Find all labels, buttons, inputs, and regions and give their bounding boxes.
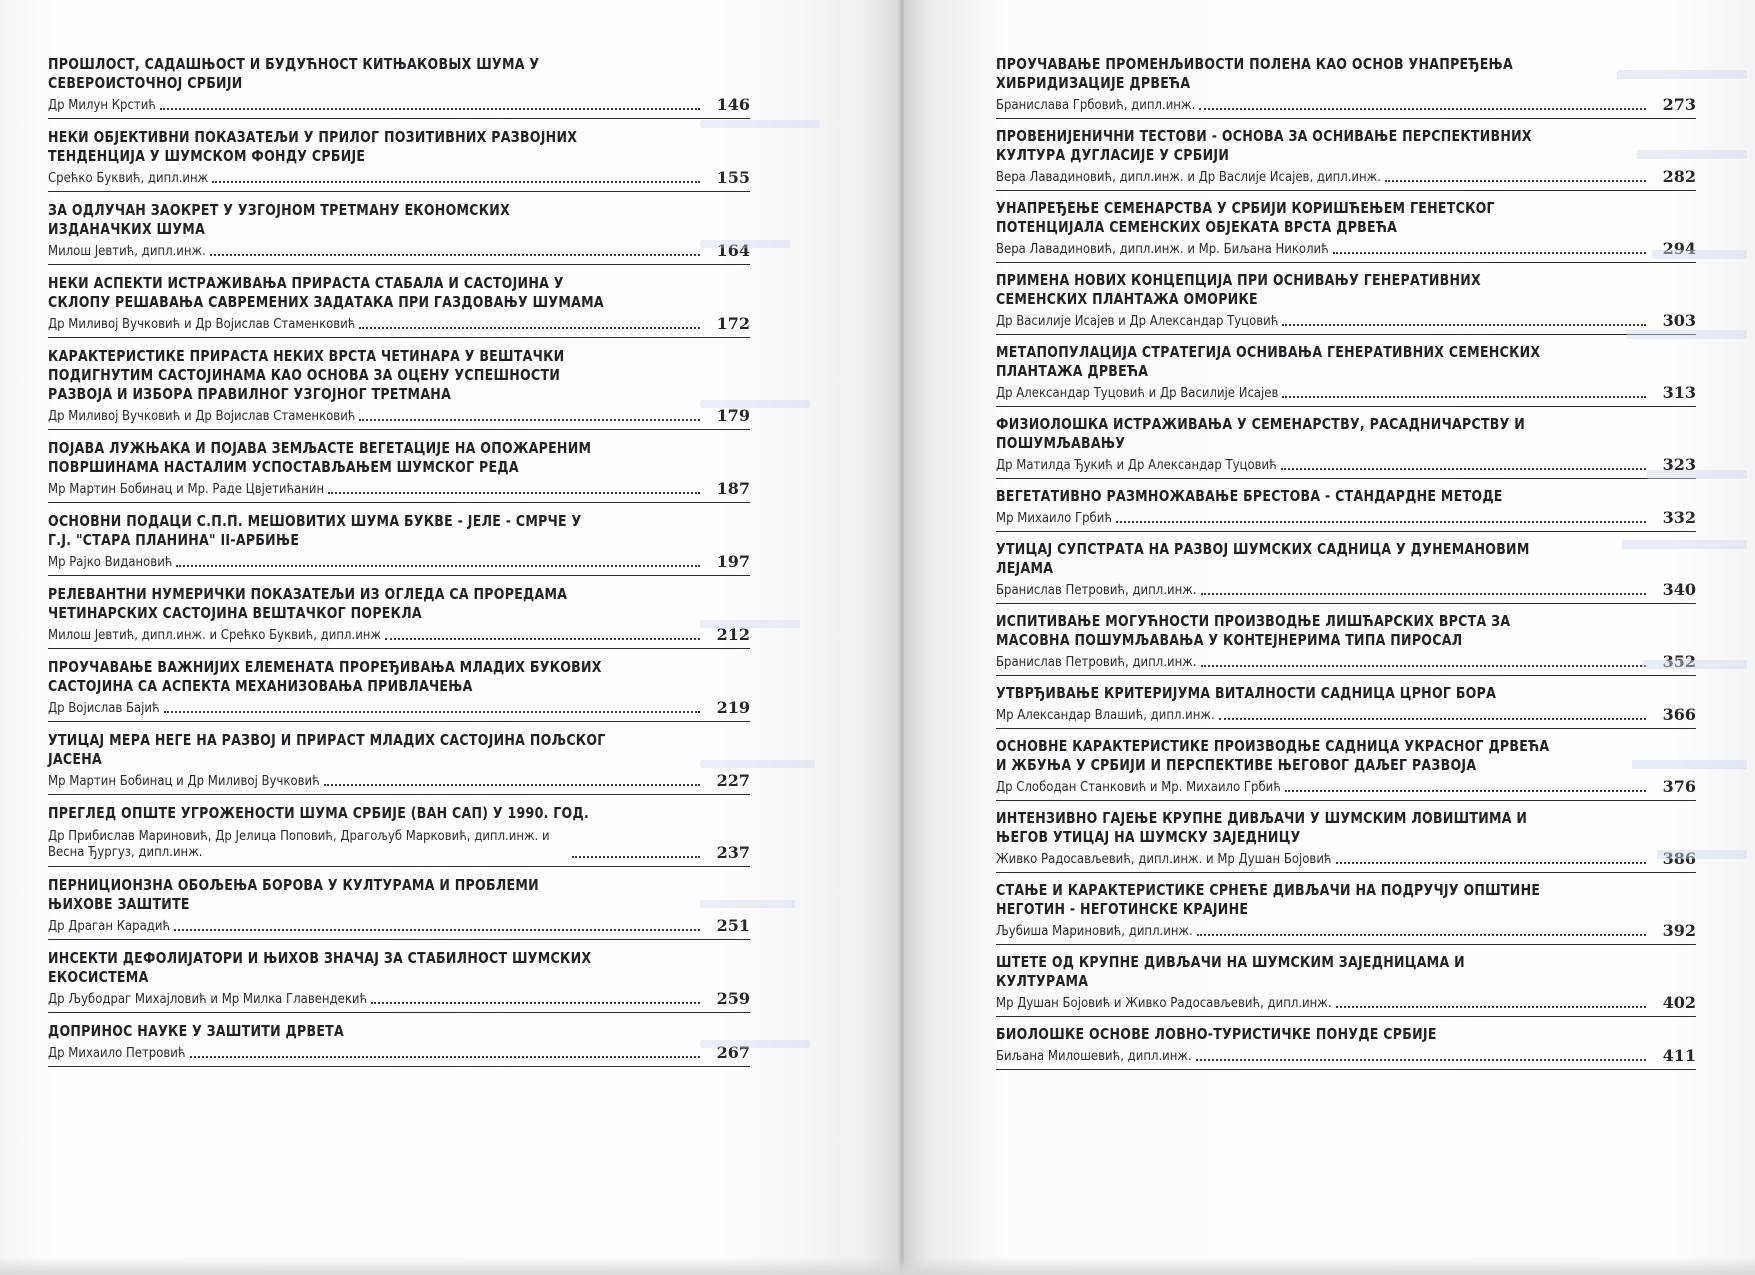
toc-entry [996, 271, 1696, 335]
toc-entry-author: Др Милун Крстић [48, 98, 156, 113]
dot-leader [324, 784, 700, 786]
toc-entry-byline [48, 627, 750, 643]
toc-entry-byline [48, 827, 750, 861]
dot-leader [1201, 593, 1647, 595]
dot-leader [1116, 521, 1646, 523]
toc-entry-byline [996, 995, 1696, 1011]
toc-entry-byline [48, 243, 750, 259]
dot-leader [160, 108, 700, 110]
toc-entry-author: Живко Радосављевић, дипл.инж. и Мр Душан Бојовић [996, 852, 1332, 867]
toc-entry [996, 809, 1696, 873]
toc-entry-author: Бранислав Петровић, дипл.инж. [996, 655, 1197, 670]
toc-entry [48, 585, 750, 649]
toc-entry-byline [996, 457, 1696, 473]
toc-entry [996, 127, 1696, 191]
dot-leader [572, 856, 700, 858]
toc-entry-author: Др Миливој Вучковић и Др Војислав Стаменковић [48, 317, 356, 332]
toc-entry-title: УТИЦАЈ СУПСТРАТА НА РАЗВОЈ ШУМСКИХ САДНИЦА У ДУНЕМАНОВИМ ЛЕЈАМА [996, 540, 1530, 577]
toc-entry-author: Др Василије Исајев и Др Александар Туцовић [996, 314, 1279, 329]
toc-entry-title: МЕТАПОПУЛАЦИЈА СТРАТЕГИЈА ОСНИВАЊА ГЕНЕРАТИВНИХ СЕМЕНСКИХ ПЛАНТАЖА ДРВЕЋА [996, 343, 1541, 380]
toc-entry-title: ИНСЕКТИ ДЕФОЛИЈАТОРИ И ЊИХОВ ЗНАЧАЈ ЗА СТАБИЛНОСТ ШУМСКИХ ЕКОСИСТЕМА [48, 949, 592, 986]
toc-entry-byline [48, 773, 750, 789]
toc-entry-title: ИСПИТИВАЊЕ МОГУЋНОСТИ ПРОИЗВОДЊЕ ЛИШЋАРСКИХ ВРСТА ЗА МАСОВНА ПОШУМЉАВАЊА У КОНТЕЈНЕРИМА ТИПА ПИРОСАЛ [996, 612, 1511, 649]
toc-entry-title: ПРОУЧАВАЊЕ ВАЖНИЈИХ ЕЛЕМЕНАТА ПРОРЕЂИВАЊА МЛАДИХ БУКОВИХ САСТОЈИНА СА АСПЕКТА МЕХАНИЗОВАЊА ПРИВЛАЧЕЊА [48, 658, 602, 695]
toc-entry-page-number: 164 [716, 241, 750, 260]
toc-entry-author: Др Прибислав Мариновић, Др Јелица Поповић, Драгољуб Марковић, дипл.инж. и Весна Ђургуз, дипл.инж. [48, 829, 550, 860]
toc-entry-title: БИОЛОШКЕ ОСНОВЕ ЛОВНО-ТУРИСТИЧКЕ ПОНУДЕ СРБИЈЕ [996, 1025, 1437, 1043]
toc-entry-byline [48, 700, 750, 716]
toc-entry-page-number: 237 [716, 843, 750, 862]
toc-entry-title: НЕКИ ОБЈЕКТИВНИ ПОКАЗАТЕЉИ У ПРИЛОГ ПОЗИТИВНИХ РАЗВОЈНИХ ТЕНДЕНЦИЈА У ШУМСКОМ ФОНДУ СРБИЈЕ [48, 128, 578, 165]
dot-leader [164, 711, 700, 713]
dot-leader [1336, 862, 1646, 864]
toc-entry-author: Др Војислав Бајић [48, 701, 160, 716]
dot-leader [1385, 180, 1646, 182]
toc-entry-author: Вера Лавадиновић, дипл.инж. и Мр. Биљана Николић [996, 242, 1329, 257]
toc-entry-author: Биљана Милошевић, дипл.инж. [996, 1049, 1192, 1064]
toc-entry-title: ПРИМЕНА НОВИХ КОНЦЕПЦИЈА ПРИ ОСНИВАЊУ ГЕНЕРАТИВНИХ СЕМЕНСКИХ ПЛАНТАЖА ОМОРИКЕ [996, 271, 1481, 308]
dot-leader [212, 181, 700, 183]
toc-entry-title: ПРОВЕНИЈЕНИЧНИ ТЕСТОВИ - ОСНОВА ЗА ОСНИВАЊЕ ПЕРСПЕКТИВНИХ КУЛТУРА ДУГЛАСИЈЕ У СРБИЈИ [996, 127, 1532, 164]
toc-entry-title: ОСНОВНИ ПОДАЦИ С.П.П. МЕШОВИТИХ ШУМА БУКВЕ - ЈЕЛЕ - СМРЧЕ У Г.Ј. "СТАРА ПЛАНИНА" II-АРБИЊЕ [48, 512, 582, 549]
dot-leader [1201, 665, 1647, 667]
toc-entry-page-number: 402 [1662, 993, 1696, 1012]
dot-leader [1282, 324, 1646, 326]
toc-entry-byline [996, 385, 1696, 401]
toc-entry-byline [996, 923, 1696, 939]
dot-leader [1196, 1059, 1646, 1061]
toc-entry-author: Др Александар Туцовић и Др Василије Исајев [996, 386, 1279, 401]
toc-entry-byline [996, 1048, 1696, 1064]
dot-leader [385, 638, 700, 640]
toc-entry [996, 540, 1696, 604]
toc-entry [996, 612, 1696, 676]
toc-entry-author: Милош Јевтић, дипл.инж. и Срећко Буквић, дипл.инж [48, 628, 381, 643]
toc-entry-author: Мр Мартин Бобинац и Др Миливој Вучковић [48, 774, 320, 789]
toc-entry-page-number: 294 [1662, 239, 1696, 258]
toc-entry-title: ПРЕГЛЕД ОПШТЕ УГРОЖЕНОСТИ ШУМА СРБИЈЕ (ВАН САП) У 1990. ГОД. [48, 804, 589, 822]
toc-entry [996, 881, 1696, 945]
toc-entry-page-number: 352 [1662, 652, 1696, 671]
dot-leader [210, 254, 700, 256]
toc-entry-byline [996, 97, 1696, 113]
dot-leader [328, 492, 700, 494]
toc-entry-page-number: 155 [716, 168, 750, 187]
toc-entry-author: Др Драган Карадић [48, 919, 171, 934]
toc-entry [48, 804, 750, 867]
toc-entry-page-number: 366 [1662, 705, 1696, 724]
toc-entry-author: Срећко Буквић, дипл.инж [48, 171, 209, 186]
toc-entry [996, 953, 1696, 1017]
toc-entry-page-number: 323 [1662, 455, 1696, 474]
toc-entry-title: ИНТЕНЗИВНО ГАЈЕЊЕ КРУПНЕ ДИВЉАЧИ У ШУМСКИМ ЛОВИШТИМА И ЊЕГОВ УТИЦАЈ НА ШУМСКУ ЗАЈЕДНИЦУ [996, 809, 1528, 846]
toc-entry-byline [48, 991, 750, 1007]
toc-entry-title: СТАЊЕ И КАРАКТЕРИСТИКЕ СРНЕЋЕ ДИВЉАЧИ НА ПОДРУЧЈУ ОПШТИНЕ НЕГОТИН - НЕГОТИНСКЕ КРАЈИНЕ [996, 881, 1541, 918]
toc-entry-author: Бранислава Грбовић, дипл.инж. [996, 98, 1196, 113]
dot-leader [174, 929, 700, 931]
toc-entry-page-number: 267 [716, 1043, 750, 1062]
toc-entry-byline [48, 316, 750, 332]
toc-entry-author: Милош Јевтић, дипл.инж. [48, 244, 206, 259]
toc-entry-title: ПРОУЧАВАЊЕ ПРОМЕНЉИВОСТИ ПОЛЕНА КАО ОСНОВ УНАПРЕЂЕЊА ХИБРИДИЗАЦИЈЕ ДРВЕЋА [996, 55, 1514, 92]
toc-entry-title: ФИЗИОЛОШКА ИСТРАЖИВАЊА У СЕМЕНАРСТВУ, РАСАДНИЧАРСТВУ И ПОШУМЉАВАЊУ [996, 415, 1526, 452]
dot-leader [359, 419, 700, 421]
toc-entry-author: Мр Рајко Видановић [48, 555, 173, 570]
toc-entry-byline [48, 408, 750, 424]
toc-entry-byline [48, 1045, 750, 1061]
toc-entry-author: Др Слободан Станковић и Мр. Михаило Грбић [996, 780, 1281, 795]
left-toc-column [48, 55, 750, 1076]
toc-entry-author: Мр Душан Бојовић и Живко Радосављевић, дипл.инж. [996, 996, 1332, 1011]
toc-entry-title: НЕКИ АСПЕКТИ ИСТРАЖИВАЊА ПРИРАСТА СТАБАЛА И САСТОЈИНА У СКЛОПУ РЕШАВАЊА САВРЕМЕНИХ ЗАДАТАКА ПРИ ГАЗДОВАЊУ ШУМАМА [48, 274, 604, 311]
toc-entry-page-number: 227 [716, 771, 750, 790]
toc-entry-title: КАРАКТЕРИСТИКЕ ПРИРАСТА НЕКИХ ВРСТА ЧЕТИНАРА У ВЕШТАЧКИ ПОДИГНУТИМ САСТОЈИНАМА КАО ОСНОВА ЗА ОЦЕНУ УСПЕШНОСТИ РАЗВОЈА И ИЗБОРА ПРАВИЛНОГ УЗГОЈНОГ ТРЕТМАНА [48, 347, 565, 403]
toc-entry-page-number: 187 [716, 479, 750, 498]
toc-entry-page-number: 259 [716, 989, 750, 1008]
toc-entry-title: ОСНОВНЕ КАРАКТЕРИСТИКЕ ПРОИЗВОДЊЕ САДНИЦА УКРАСНОГ ДРВЕЋА И ЖБУЊА У СРБИЈИ И ПЕРСПЕКТИВЕ ЊЕГОВОГ ДАЉЕГ РАЗВОЈА [996, 737, 1550, 774]
toc-entry [48, 949, 750, 1013]
toc-entry-author: Бранислав Петровић, дипл.инж. [996, 583, 1197, 598]
dot-leader [1219, 718, 1646, 720]
right-page [904, 0, 1755, 1275]
toc-entry-author: Др Матилда Ђукић и Др Александар Туцовић [996, 458, 1277, 473]
toc-entry-byline [996, 779, 1696, 795]
toc-entry-title: ДОПРИНОС НАУКЕ У ЗАШТИТИ ДРВЕТА [48, 1022, 345, 1040]
dot-leader [359, 327, 700, 329]
dot-leader [1199, 108, 1646, 110]
toc-entry-page-number: 392 [1662, 921, 1696, 940]
toc-entry-title: ПОЈАВА ЛУЖЊАКА И ПОЈАВА ЗЕМЉАСТЕ ВЕГЕТАЦИЈЕ НА ОПОЖАРЕНИМ ПОВРШИНАМА НАСТАЛИМ УСПОСТАВЉАЊЕМ ШУМСКОГ РЕДА [48, 439, 592, 476]
toc-entry [48, 439, 750, 503]
toc-entry-title: ПРОШЛОСТ, САДАШЊОСТ И БУДУЋНОСТ КИТЊАКОВЫХ ШУМА У СЕВЕРОИСТОЧНОЈ СРБИЈИ [48, 55, 540, 92]
toc-entry-page-number: 219 [716, 698, 750, 717]
toc-entry-title: ЗА ОДЛУЧАН ЗАОКРЕТ У УЗГОЈНОМ ТРЕТМАНУ ЕКОНОМСКИХ ИЗДАНАЧКИХ ШУМА [48, 201, 511, 238]
toc-entry [48, 731, 750, 795]
toc-entry-page-number: 282 [1662, 167, 1696, 186]
toc-entry-author: Мр Мартин Бобинац и Мр. Раде Цвјетићанин [48, 482, 325, 497]
toc-entry [48, 876, 750, 940]
toc-entry-page-number: 251 [716, 916, 750, 935]
toc-entry-byline [48, 97, 750, 113]
toc-entry-title: РЕЛЕВАНТНИ НУМЕРИЧКИ ПОКАЗАТЕЉИ ИЗ ОГЛЕДА СА ПРОРЕДАМА ЧЕТИНАРСКИХ САСТОЈИНА ВЕШТАЧКОГ ПОРЕКЛА [48, 585, 568, 622]
toc-entry-byline [996, 654, 1696, 670]
toc-entry-page-number: 411 [1662, 1046, 1696, 1065]
toc-entry [48, 128, 750, 192]
toc-entry-page-number: 332 [1662, 508, 1696, 527]
toc-entry-title: ШТЕТЕ ОД КРУПНЕ ДИВЉАЧИ НА ШУМСКИМ ЗАЈЕДНИЦАМА И КУЛТУРАМА [996, 953, 1465, 990]
toc-entry-page-number: 303 [1662, 311, 1696, 330]
toc-entry-byline [996, 313, 1696, 329]
toc-entry-page-number: 146 [716, 95, 750, 114]
toc-entry-author: Др Михаило Петровић [48, 1046, 186, 1061]
toc-entry-author: Мр Александар Влашић, дипл.инж. [996, 708, 1215, 723]
dot-leader [371, 1002, 700, 1004]
toc-entry [48, 512, 750, 576]
toc-entry-byline [996, 582, 1696, 598]
toc-entry-byline [48, 918, 750, 934]
toc-entry [996, 737, 1696, 801]
toc-entry [996, 55, 1696, 119]
toc-entry-page-number: 179 [716, 406, 750, 425]
toc-entry-byline [996, 241, 1696, 257]
toc-entry [48, 658, 750, 722]
toc-entry-page-number: 197 [716, 552, 750, 571]
toc-entry [48, 1022, 750, 1067]
right-toc-column [996, 55, 1696, 1078]
toc-entry-author: Вера Лавадиновић, дипл.инж. и Др Васлије Исајев, дипл.инж. [996, 170, 1381, 185]
toc-entry-title: ВЕГЕТАТИВНО РАЗМНОЖАВАЊЕ БРЕСТОВА - СТАНДАРДНЕ МЕТОДЕ [996, 487, 1503, 505]
toc-entry [996, 343, 1696, 407]
toc-entry [48, 201, 750, 265]
toc-entry-page-number: 376 [1662, 777, 1696, 796]
toc-entry-byline [996, 707, 1696, 723]
toc-entry [996, 1025, 1696, 1070]
dot-leader [1197, 934, 1646, 936]
toc-entry [48, 274, 750, 338]
toc-entry-page-number: 273 [1662, 95, 1696, 114]
dot-leader [1336, 1006, 1646, 1008]
toc-entry-author: Др Миливој Вучковић и Др Војислав Стаменковић [48, 409, 356, 424]
toc-entry [48, 347, 750, 430]
toc-entry-page-number: 212 [716, 625, 750, 644]
toc-entry-byline [48, 554, 750, 570]
dot-leader [1281, 468, 1646, 470]
toc-entry-author: Љубиша Мариновић, дипл.инж. [996, 924, 1193, 939]
toc-entry-byline [48, 481, 750, 497]
toc-entry-author: Др Љубодраг Михајловић и Мр Милка Главендекић [48, 992, 368, 1007]
toc-entry [996, 684, 1696, 729]
toc-entry [996, 415, 1696, 479]
toc-entry-page-number: 313 [1662, 383, 1696, 402]
dot-leader [1282, 396, 1646, 398]
dot-leader [1285, 790, 1646, 792]
toc-entry-title: УТИЦАЈ МЕРА НЕГЕ НА РАЗВОЈ И ПРИРАСТ МЛАДИХ САСТОЈИНА ПОЉСКОГ ЈАСЕНА [48, 731, 606, 768]
page-bottom-edge [0, 1257, 1755, 1275]
dot-leader [176, 565, 700, 567]
toc-entry-title: УНАПРЕЂЕЊЕ СЕМЕНАРСТВА У СРБИЈИ КОРИШЋЕЊЕМ ГЕНЕТСКОГ ПОТЕНЦИЈАЛА СЕМЕНСКИХ ОБЈЕКАТА ВРСТА ДРВЕЋА [996, 199, 1495, 236]
toc-entry-byline [996, 510, 1696, 526]
toc-entry-author: Мр Михаило Грбић [996, 511, 1112, 526]
toc-entry-page-number: 172 [716, 314, 750, 333]
toc-entry [996, 487, 1696, 532]
dot-leader [1333, 252, 1646, 254]
toc-entry-byline [996, 169, 1696, 185]
toc-entry-title: УТВРЂИВАЊЕ КРИТЕРИЈУМА ВИТАЛНОСТИ САДНИЦА ЦРНОГ БОРА [996, 684, 1497, 702]
toc-entry-byline [48, 170, 750, 186]
toc-entry-byline [996, 851, 1696, 867]
toc-entry-page-number: 340 [1662, 580, 1696, 599]
toc-entry [48, 55, 750, 119]
toc-entry-title: ПЕРНИЦИОНЗНА ОБОЉЕЊА БОРОВА У КУЛТУРАМА И ПРОБЛЕМИ ЊИХОВЕ ЗАШТИТЕ [48, 876, 539, 913]
dot-leader [190, 1056, 700, 1058]
toc-entry [996, 199, 1696, 263]
toc-entry-page-number: 386 [1662, 849, 1696, 868]
